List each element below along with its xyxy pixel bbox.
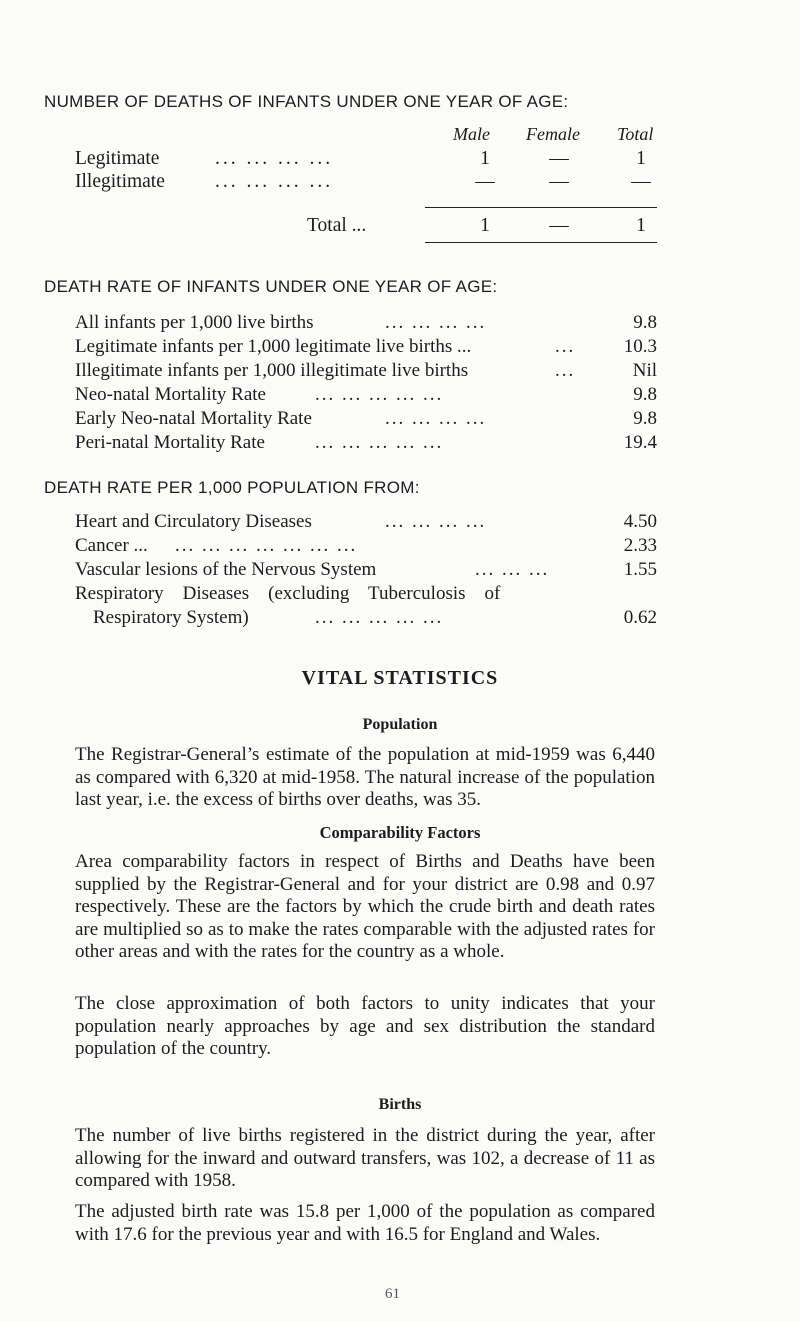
rate-dots: ... ... ... ... — [385, 408, 487, 429]
list-item — [75, 312, 657, 338]
rate-label: Respiratory System) — [93, 607, 249, 628]
total-rule-bottom — [425, 242, 657, 243]
list-item — [75, 408, 657, 434]
rate-value: Nil — [632, 360, 657, 381]
births-paragraph-1: The number of live births registered in the district during the year, after allowing for the inward and outward transfers, was 102, a decrease of 11 as compared with 1958. — [75, 1125, 655, 1191]
rate-value: 4.50 — [623, 511, 657, 532]
rate-dots: ... ... ... ... ... — [315, 607, 444, 628]
cell-total: — — [631, 171, 651, 192]
table-row-total — [75, 215, 657, 241]
rate-dots: ... — [555, 360, 576, 381]
list-item — [75, 336, 657, 362]
rate-label: Heart and Circulatory Diseases — [75, 511, 312, 532]
list-item — [75, 559, 657, 585]
rate-dots: ... ... ... ... — [385, 312, 487, 333]
row-dots: ... ... ... ... — [215, 171, 334, 192]
cell-total: 1 — [636, 148, 646, 169]
rate-label: Early Neo-natal Mortality Rate — [75, 408, 312, 429]
population-rate-heading: DEATH RATE PER 1,000 POPULATION FROM: — [44, 478, 420, 497]
cell-female: — — [549, 171, 569, 192]
rate-dots: ... — [555, 336, 576, 357]
rate-dots: ... ... ... ... ... ... ... — [175, 535, 358, 556]
rate-label: Neo-natal Mortality Rate — [75, 384, 266, 405]
rate-dots: ... ... ... ... ... — [315, 384, 444, 405]
births-heading: Births — [378, 1096, 422, 1113]
rate-value: 9.8 — [633, 384, 657, 405]
rate-dots: ... ... ... — [475, 559, 550, 580]
cell-male: 1 — [480, 148, 490, 169]
row-label: Illegitimate — [75, 171, 165, 192]
cell-male: 1 — [480, 215, 490, 236]
list-item — [75, 535, 657, 561]
col-female-header: Female — [526, 124, 580, 144]
rate-value: 0.62 — [623, 607, 657, 628]
rate-label: Cancer ... — [75, 535, 148, 556]
list-item — [75, 432, 657, 458]
population-heading: Population — [362, 716, 438, 733]
total-label: Total ... — [307, 215, 367, 236]
list-item — [75, 511, 657, 537]
total-rule-top — [425, 207, 657, 208]
col-total-header: Total — [617, 124, 654, 144]
row-dots: ... ... ... ... — [215, 148, 334, 169]
rate-dots: ... ... ... ... — [385, 511, 487, 532]
list-item-respiratory — [75, 583, 657, 609]
cell-female: — — [549, 215, 569, 236]
rate-label: All infants per 1,000 live births — [75, 312, 314, 333]
population-paragraph: The Registrar-General’s estimate of the population at mid-1959 was 6,440 as compared with 6,320 at mid-1958. The natural increase of the population last year, i.e. the excess of births over deaths, was 35. — [75, 744, 655, 810]
col-male-header: Male — [453, 124, 490, 144]
rate-label: Peri-natal Mortality Rate — [75, 432, 265, 453]
rate-label: Illegitimate infants per 1,000 illegitimate live births — [75, 360, 469, 381]
rate-label: Vascular lesions of the Nervous System — [75, 559, 377, 580]
births-paragraph-2: The adjusted birth rate was 15.8 per 1,000 of the population as compared with 17.6 for the previous year and with 16.5 for England and Wales. — [75, 1201, 655, 1245]
list-item — [75, 360, 657, 386]
list-item-respiratory-cont — [75, 607, 657, 633]
table-row-illegitimate — [75, 171, 657, 197]
rate-value: 10.3 — [623, 336, 657, 357]
cell-male: — — [475, 171, 495, 192]
comparability-paragraph-1: Area comparability factors in respect of Births and Deaths have been supplied by the Registrar-General and for your district are 0.98 and 0.97 respectively. These are the factors by which the crude birth and death rates are multiplied so as to make the rates comparable with the adjusted rates for other areas and with the rates for the country as a whole. — [75, 851, 655, 962]
vital-statistics-title: VITAL STATISTICS — [301, 667, 499, 689]
page-number: 61 — [385, 1286, 400, 1302]
row-label: Legitimate — [75, 148, 160, 169]
rate-value: 9.8 — [633, 408, 657, 429]
rate-value: 19.4 — [623, 432, 657, 453]
infant-deaths-heading: NUMBER OF DEATHS OF INFANTS UNDER ONE YEAR OF AGE: — [44, 92, 569, 111]
rate-value: 1.55 — [623, 559, 657, 580]
comparability-paragraph-2: The close approximation of both factors to unity indicates that your population nearly approaches by age and sex distribution the standard population of the country. — [75, 993, 655, 1059]
comparability-heading: Comparability Factors — [319, 823, 481, 842]
infant-rate-heading: DEATH RATE OF INFANTS UNDER ONE YEAR OF AGE: — [44, 277, 498, 296]
cell-total: 1 — [636, 215, 646, 236]
cell-female: — — [549, 148, 569, 169]
rate-label: Respiratory Diseases (excluding Tuberculosis of — [75, 583, 501, 604]
list-item — [75, 384, 657, 410]
rate-label: Legitimate infants per 1,000 legitimate live births ... — [75, 336, 472, 357]
rate-dots: ... ... ... ... ... — [315, 432, 444, 453]
rate-value: 2.33 — [623, 535, 657, 556]
rate-value: 9.8 — [633, 312, 657, 333]
